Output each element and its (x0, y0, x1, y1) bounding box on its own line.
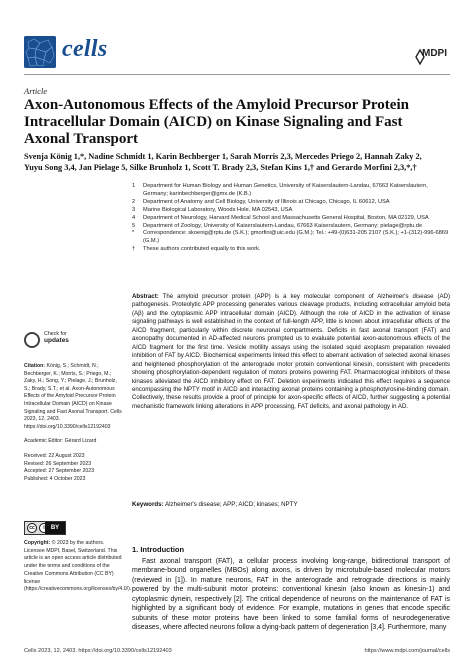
revised-date: Revised: 26 September 2023 (24, 460, 92, 467)
abstract (132, 293, 450, 411)
affiliation: 1 Department for Human Biology and Human Genetics, University of Kaiserslautern-Landau, 67663 Kaiserslautern, Germany; karinbechberger@gmx.de (K.B.) (132, 183, 428, 197)
sidebar-metadata (24, 363, 124, 483)
intro-paragraph: Fast axonal transport (FAT), a cellular process involving long-range, bidirectional transport of membrane-bound organelles (MBOs) along axons, is driven by microtubule-based molecular motors (reviewed in [1]). In mature neurons, FAT in the anterograde and retrograde directions is mainly powered by the multi-subunit motor proteins: conventional kinesin (also known as kinesin-1) and cytoplasmic dynein, respectively [2]. The critical dependence of neurons on the maintenance of FAT is highlighted by a significant body of evidence. For example, mutations in genes that encode specific subunits of these motor proteins have been linked to some familial forms of neurodegenerative diseases, where affected neurons follow a dying-back pattern of degeneration [3,4]. Furthermore, many (132, 558, 450, 632)
journal-name[interactable]: cells (62, 36, 108, 62)
cc-icon: cc (27, 523, 37, 533)
affiliations (132, 183, 452, 254)
affiliation: 2 Department of Anatomy and Cell Biology, University of Illinois at Chicago, Chicago, IL 60612, USA (132, 198, 390, 205)
footer-citation-link[interactable]: Cells 2023, 12, 2403. https://doi.org/10.3390/cells12192403 (24, 648, 172, 654)
citation: Citation: König, S.; Schmidt, N.; Bechberger, K.; Morris, S.; Priego, M.; Zaky, H.; Song, Y.; Pielage, J.; Brunholz, S.; Brady, S.T.; et al. Axon-Autonomous Effects of the Amyloid Precursor Protein Intracellular Domain (AICD) on Kinase Signaling and Fast Axonal Transport. Cells 2023, 12, 2403. https://doi.org/10.3390/cells12192403 (24, 363, 122, 430)
keywords-label: Keywords: (132, 501, 164, 508)
keywords (132, 501, 450, 508)
abstract-label: Abstract: (132, 293, 159, 300)
authors-line-1[interactable]: Svenja König 1,*, Nadine Schmidt 1, Karin Bechberger 1, Sarah Morris 2,3, Mercedes Priego 2, Hannah Zaky 2, (24, 152, 422, 161)
published-date: Published: 4 October 2023 (24, 475, 86, 482)
accepted-date: Accepted: 27 September 2023 (24, 468, 95, 475)
equal-contribution-note: † These authors contributed equally to this work. (132, 246, 261, 253)
author-list (24, 151, 454, 173)
affiliation: 3 Marine Biological Laboratory, Woods Hole, MA 02543, USA (132, 206, 293, 213)
article-type: Article (24, 86, 48, 96)
check-for-updates-icon[interactable] (24, 332, 40, 348)
article-title: Axon-Autonomous Effects of the Amyloid Precursor Protein Intracellular Domain (AICD) on Kinase Signaling and Fast Axonal Transport (24, 97, 409, 147)
affiliation: 4 Department of Neurology, Harvard Medical School and Massachusetts General Hospital, Boston, MA 02129, USA (132, 214, 429, 221)
footer-journal-link[interactable]: https://www.mdpi.com/journal/cells (364, 648, 450, 654)
section-heading: 1. Introduction (132, 545, 185, 554)
check-for-updates-button[interactable]: Check for updates (44, 331, 69, 344)
academic-editor: Academic Editor: Gérard Lizard (24, 438, 97, 445)
copyright-notice: Copyright: © 2023 by the authors. Licensee MDPI, Basel, Switzerland. This article is an open access article distributed under the terms and conditions of the Creative Commons Attribution (CC BY) license (https://creativecommons.org/licenses/by/4.0/). (24, 540, 132, 593)
affiliation: 5 Department of Zoology, University of Kaiserslautern-Landau, 67663 Kaiserslautern, Germany; pielage@rptu.de (132, 222, 423, 229)
person-icon: i (39, 523, 49, 533)
publisher-name[interactable]: MDPI (422, 48, 447, 59)
abstract-text: The amyloid precursor protein (APP) is a key molecular component of Alzheimer's disease (AD) pathogenesis. Proteolytic APP processing generates various cleavage products, including extracellular amyloid beta (Aβ) and the cytoplasmic APP intracellular domain (AICD). Although the role of AICD in the activation of kinase signaling pathways is well established in the context of full-length APP, little is known about intracellular effects of the AICD fragment, particularly within discrete neuronal compartments. Deficits in fast axonal transport (FAT) and axonopathy documented in AD-affected neurons prompted us to evaluate potential axon-autonomous effects of the AICD fragment for the first time. Vesicle motility assays using the isolated squid axoplasm preparation revealed inhibition of FAT by AICD. Biochemical experiments linked this effect to aberrant activation of selected axonal kinases and heightened phosphorylation of the anterograde motor protein conventional kinesin, consistent with precedents showing phosphorylation-dependent regulation of motors proteins powering FAT. Pharmacological inhibitors of these kinases alleviated the AICD inhibitory effect on FAT. Deletion experiments indicated this effect requires a sequence encompassing the NPTY motif in AICD and interacting axonal proteins containing a phosphotyrosine-binding domain. Collectively, these results provide a proof of principle for axon-specific effects of AICD, further suggesting a potential mechanistic framework linking alterations in APP processing, FAT deficits, and axonal pathology in AD. (132, 293, 451, 410)
journal-logo-icon (24, 36, 56, 68)
correspondence: * Correspondence: skoenig@rptu.de (S.K.); gmorfini@uic.edu (G.M.); Tel.: +49-(0)631-205 2107 (S.K.); +1-(312)-996-6869 (G.M.) (132, 230, 449, 245)
authors-line-2[interactable]: Yuyu Song 3,4, Jan Pielage 5, Silke Brunholz 1, Scott T. Brady 2,3, Stefan Kins 1,† and Gerardo Morfini 2,3,*,† (24, 163, 417, 172)
received-date: Received: 22 August 2023 (24, 452, 85, 459)
keywords-text: Alzheimer's disease; APP; AICD; kinases; NPTY (165, 501, 298, 508)
header-divider (24, 74, 450, 75)
cc-by-label: BY (45, 522, 65, 534)
